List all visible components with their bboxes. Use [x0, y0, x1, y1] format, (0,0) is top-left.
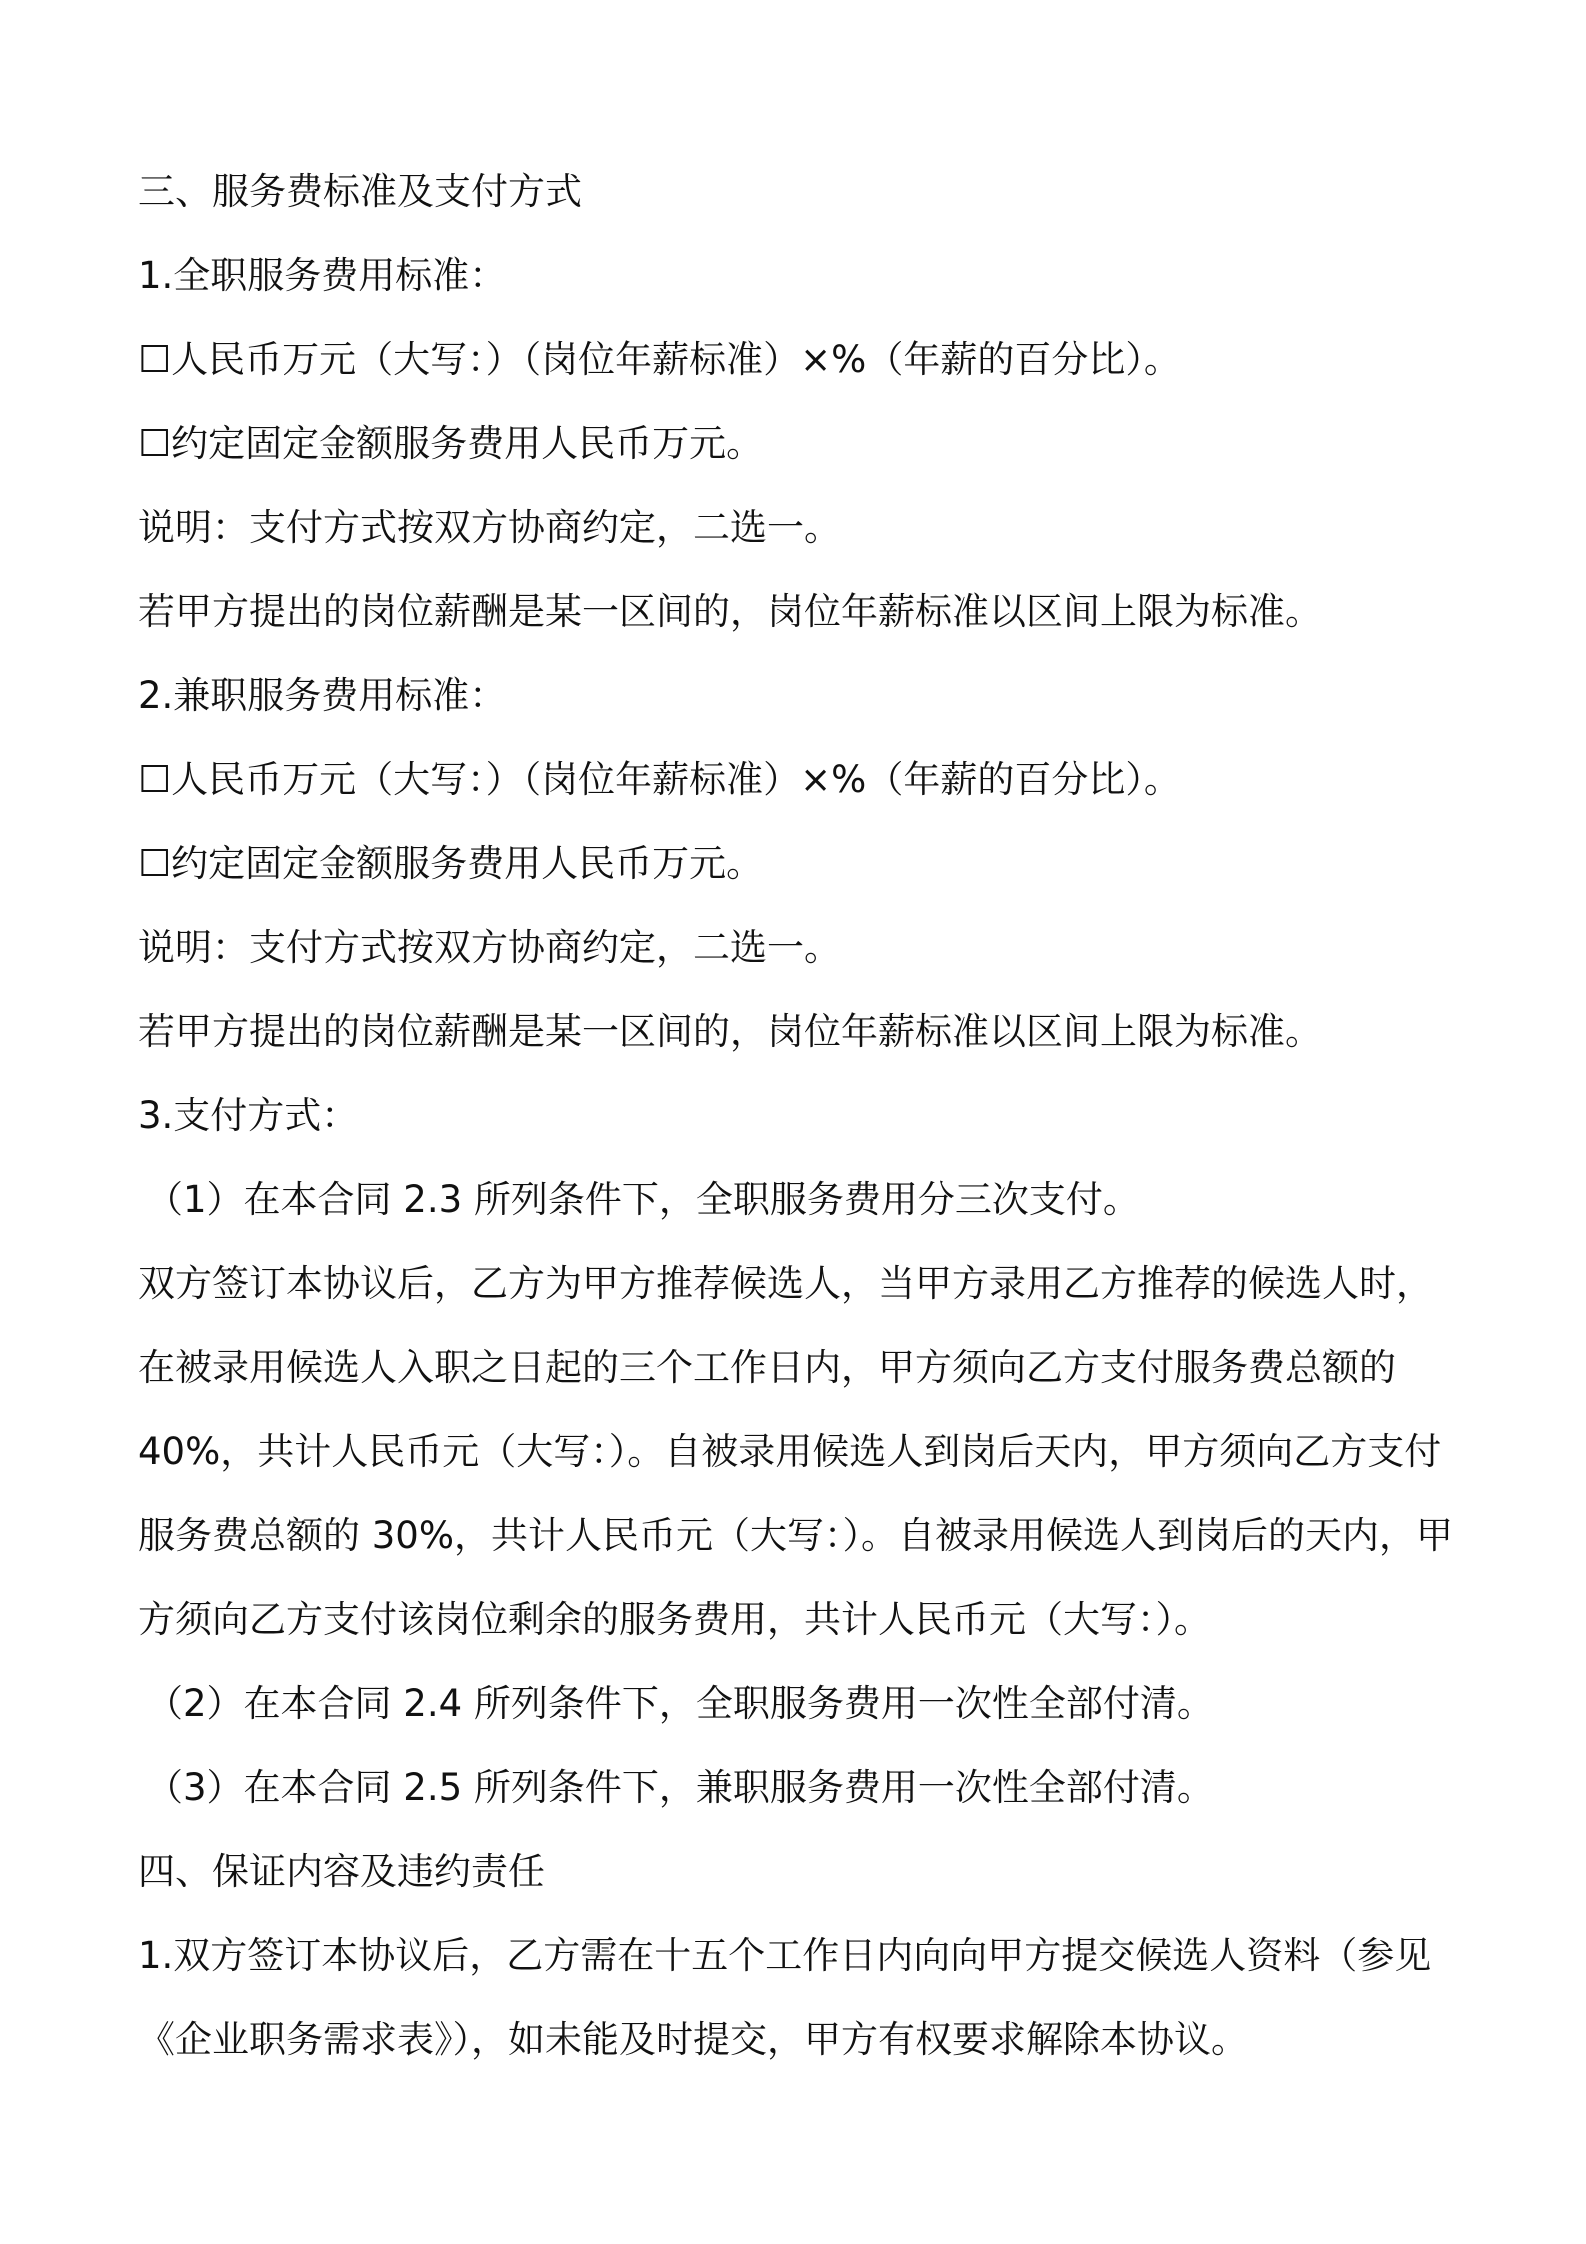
clause-payment-1: （1）在本合同 2.3 所列条件下，全职服务费用分三次支付。 [146, 1178, 1140, 1221]
option-fulltime-fixed: ☐约定固定金额服务费用人民币万元。 [138, 422, 764, 465]
clause-payment-2: （2）在本合同 2.4 所列条件下，全职服务费用一次性全部付清。 [146, 1682, 1214, 1725]
option-fulltime-percentage: ☐人民币万元（大写：）（岗位年薪标准）×%（年薪的百分比）。 [138, 338, 1181, 381]
paragraph-guarantee-line-2: 《企业职务需求表》），如未能及时提交，甲方有权要求解除本协议。 [138, 2018, 1248, 2061]
paragraph-payment-line-5: 方须向乙方支付该岗位剩余的服务费用，共计人民币元（大写：）。 [138, 1598, 1211, 1641]
clause-payment-3: （3）在本合同 2.5 所列条件下，兼职服务费用一次性全部付清。 [146, 1766, 1214, 1809]
subheading-fulltime-fee: 1.全职服务费用标准： [138, 254, 507, 297]
paragraph-guarantee-line-1: 1.双方签订本协议后，乙方需在十五个工作日内向向甲方提交候选人资料（参见 [138, 1934, 1432, 1977]
subheading-payment-method: 3.支付方式： [138, 1094, 359, 1137]
paragraph-payment-line-4: 服务费总额的 30%，共计人民币元（大写：）。自被录用候选人到岗后的天内，甲 [138, 1514, 1453, 1557]
note-parttime-choice: 说明：支付方式按双方协商约定，二选一。 [138, 926, 841, 969]
section-heading-guarantee: 四、保证内容及违约责任 [138, 1850, 545, 1893]
paragraph-payment-line-1: 双方签订本协议后，乙方为甲方推荐候选人，当甲方录用乙方推荐的候选人时， [138, 1262, 1433, 1305]
document-body [138, 150, 1468, 2082]
note-parttime-range: 若甲方提出的岗位薪酬是某一区间的，岗位年薪标准以区间上限为标准。 [138, 1010, 1322, 1053]
option-parttime-fixed: ☐约定固定金额服务费用人民币万元。 [138, 842, 764, 885]
option-parttime-percentage: ☐人民币万元（大写：）（岗位年薪标准）×%（年薪的百分比）。 [138, 758, 1181, 801]
subheading-parttime-fee: 2.兼职服务费用标准： [138, 674, 507, 717]
paragraph-payment-line-3: 40%，共计人民币元（大写：）。自被录用候选人到岗后天内，甲方须向乙方支付 [138, 1430, 1442, 1473]
section-heading-service-fee: 三、服务费标准及支付方式 [138, 170, 582, 213]
note-fulltime-range: 若甲方提出的岗位薪酬是某一区间的，岗位年薪标准以区间上限为标准。 [138, 590, 1322, 633]
paragraph-payment-line-2: 在被录用候选人入职之日起的三个工作日内，甲方须向乙方支付服务费总额的 [138, 1346, 1396, 1389]
note-fulltime-choice: 说明：支付方式按双方协商约定，二选一。 [138, 506, 841, 549]
